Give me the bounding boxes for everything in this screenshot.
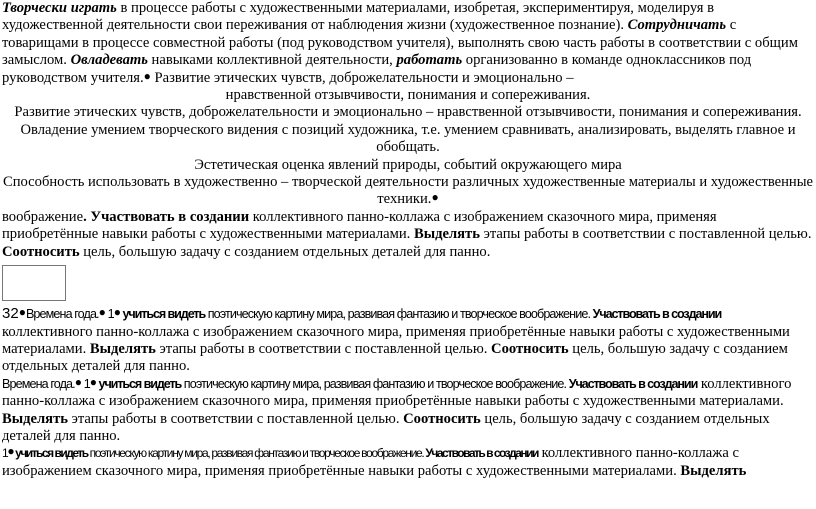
body-text: поэтическую картину мира, развивая фантазию и творческое воображение. <box>205 307 593 322</box>
bullet-icon: ● <box>113 305 121 320</box>
lesson-topic: Времена года. <box>25 307 99 322</box>
centered-line <box>2 174 814 209</box>
body-text: воображение <box>2 208 84 225</box>
body-text: в процессе работы с художественными материалами, изобретая, экспериментируя, моделируя в художественной деятельности свои переживания от наблюдения жизни (художественное познание). <box>2 0 715 34</box>
lesson-number: 32 <box>2 305 19 323</box>
emphasis-text: Участвовать в создании <box>568 376 698 391</box>
emphasis-text: Соотносить <box>491 340 569 357</box>
emphasis-text: Выделять <box>413 226 480 243</box>
emphasis-text: работать <box>396 52 463 69</box>
emphasis-text: . Участвовать в создании <box>83 208 250 225</box>
body-text: Развитие этических чувств, доброжелательности и эмоционально – <box>150 69 574 86</box>
centered-line: Овладение умением творческого видения с позиций художника, т.е. умением сравнивать, анализировать, выделять главное и обобщать. <box>20 121 796 156</box>
body-text: организованно в команде одноклассников под руководством учителя. <box>2 52 752 86</box>
bullet-icon: ● <box>431 190 439 205</box>
condensed-text <box>2 375 697 391</box>
emphasis-text: Участвовать в создании <box>592 307 722 322</box>
body-text: этапы работы в соответствии с поставленной целью. <box>67 410 404 427</box>
body-text: коллективного панно-коллажа с изображением сказочного мира, применяя приобретённые навыки работы с художественными материалами. <box>2 208 717 243</box>
body-text: Способность использовать в художественно – творческой деятельности различных художественные материалы и художественные техники. <box>2 174 814 208</box>
emphasis-text: учиться видеть <box>13 446 88 461</box>
bullet-icon: ● <box>74 374 82 389</box>
emphasis-text: Овладевать <box>70 52 148 69</box>
lesson-hours: 1 <box>105 307 114 322</box>
body-text: коллективного панно-коллажа с изображением сказочного мира, применяя приобретённые навыки работы с художественными материалами. <box>2 445 739 479</box>
paragraph-collage <box>2 209 814 261</box>
emphasis-text: Творчески играть <box>2 0 117 16</box>
body-text: цель, большую задачу с созданием отдельных деталей для панно. <box>2 340 788 375</box>
body-text: навыками коллективной деятельности, <box>147 52 397 69</box>
condensed-text <box>2 444 538 460</box>
paragraph-creative-play <box>2 0 814 87</box>
document-page <box>2 0 814 480</box>
bullet-icon: ● <box>143 68 151 83</box>
emphasis-text: Выделять <box>2 410 68 427</box>
body-text: цель, большую задачу с созданием отдельных деталей для панно. <box>2 410 770 444</box>
centered-line: Развитие этических чувств, доброжелательности и эмоционально – нравственной отзывчивости, понимания и сопереживания. <box>14 104 802 121</box>
lesson-hours: 1 <box>81 376 90 391</box>
emphasis-text: учиться видеть <box>120 307 206 322</box>
centered-line: Эстетическая оценка явлений природы, событий окружающего мира <box>194 156 622 173</box>
paragraph-seasons-repeat <box>2 376 814 446</box>
body-text: этапы работы в соответствии с поставленной целью. <box>155 340 492 357</box>
emphasis-text: Участвовать в создании <box>425 446 538 461</box>
bullet-icon: ● <box>98 305 106 320</box>
centered-line: нравственной отзывчивости, понимания и сопереживания. <box>225 87 591 104</box>
body-text: с товарищами в процессе совместной работы (под руководством учителя), выполнять свою часть работы в соответствии с общим замыслом. <box>2 17 798 69</box>
paragraph-seasons-32 <box>2 305 814 376</box>
body-text: этапы работы в соответствии с поставленной целью. <box>479 226 812 243</box>
emphasis-text: Соотносить <box>2 243 80 260</box>
emphasis-text: учиться видеть <box>96 376 182 391</box>
lesson-topic: Времена года. <box>2 376 75 391</box>
body-text: поэтическую картину мира, развивая фантазию и творческое воображение. <box>181 376 569 391</box>
body-text: цель, большую задачу с созданием отдельных деталей для панно. <box>79 243 491 260</box>
body-text: коллективного панно-коллажа с изображением сказочного мира, применяя приобретённые навыки работы с художественными материалами. <box>2 323 790 357</box>
empty-table-cell <box>2 265 66 301</box>
bullet-icon: ● <box>89 374 97 389</box>
emphasis-text: Выделять <box>680 462 747 479</box>
emphasis-text: Сотрудничать <box>627 17 727 34</box>
bullet-icon: ● <box>18 305 26 320</box>
paragraph-seasons-tail <box>2 445 814 480</box>
body-text: поэтическую картину мира, развивая фантазию и творческое воображение. <box>87 446 426 461</box>
condensed-text <box>26 305 721 321</box>
bullet-icon: ● <box>7 444 14 459</box>
emphasis-text: Выделять <box>89 340 156 357</box>
body-text: коллективного панно-коллажа с изображением сказочного мира, применяя приобретённые навыки работы с художественными материалами. <box>2 375 792 410</box>
emphasis-text: Соотносить <box>403 410 481 427</box>
lesson-hours: 1 <box>2 446 8 461</box>
